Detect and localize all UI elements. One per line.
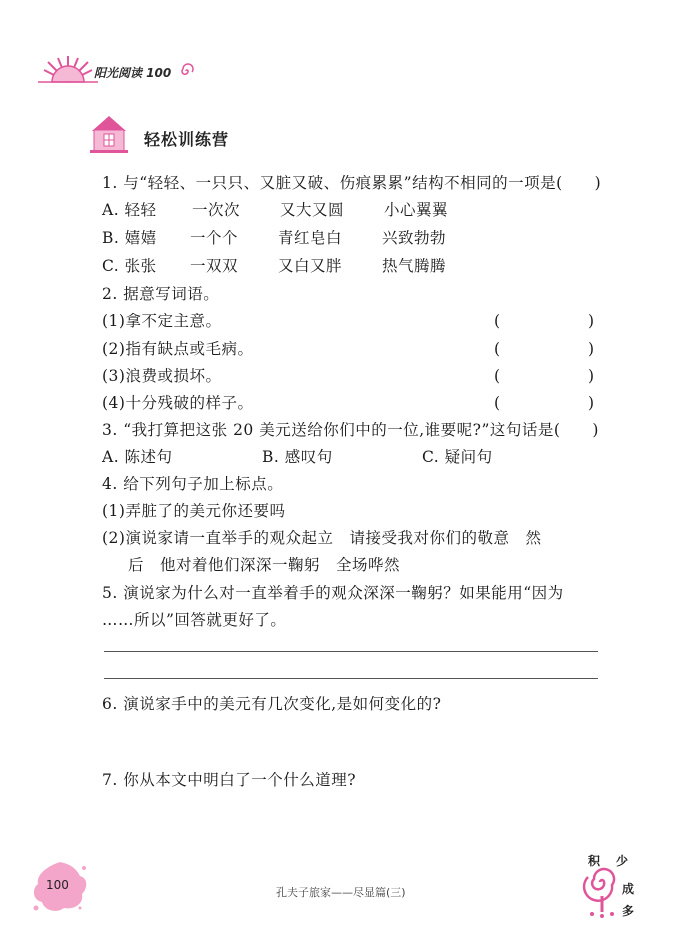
q7-stem: 7. 你从本文中明白了一个什么道理?: [102, 771, 357, 789]
option-word: 小心翼翼: [384, 201, 449, 219]
answer-line[interactable]: [104, 678, 598, 679]
option-label: B. 感叹句: [262, 448, 333, 466]
logo-text: 阳光阅读 100: [94, 66, 172, 80]
option-word: 又大又圆: [280, 201, 345, 219]
house-icon: [88, 113, 130, 155]
option-word: 又白又胖: [278, 257, 343, 275]
sun-rays-icon: [38, 56, 98, 84]
option-label: A. 轻轻: [102, 201, 157, 219]
option-word: 一双双: [190, 257, 239, 275]
option-word: 一个个: [190, 229, 239, 247]
q1-stem: 1. 与“轻轻、一只只、又脏又破、伤痕累累”结构不相同的一项是( ): [102, 174, 602, 192]
q5-line-1: 5. 演说家为什么对一直举着手的观众深深一鞠躬？如果能用“因为: [102, 584, 564, 602]
answer-bracket-close[interactable]: ): [588, 340, 595, 358]
header-logo: [38, 56, 208, 84]
answer-bracket-open[interactable]: (: [494, 394, 501, 412]
q4-line-2: (2)演说家请一直举手的观众起立 请接受我对你们的敬意 然: [102, 529, 542, 547]
q4-stem: 4. 给下列句子加上标点。: [102, 475, 284, 493]
item-text: (2)指有缺点或毛病。: [102, 340, 254, 358]
q2-stem: 2. 据意写词语。: [102, 285, 220, 303]
answer-line[interactable]: [104, 651, 598, 652]
option-word: 青红皂白: [278, 229, 343, 247]
page-number: 100: [46, 878, 69, 892]
answer-bracket-open[interactable]: (: [494, 340, 501, 358]
motto-char: 成: [622, 882, 636, 896]
q6-stem: 6. 演说家手中的美元有几次变化,是如何变化的?: [102, 695, 442, 713]
motto-char: 积: [588, 854, 602, 868]
motto-char: 少: [616, 854, 630, 868]
q4-line-1: (1)弄脏了的美元你还要吗: [102, 502, 286, 520]
answer-bracket-close[interactable]: ): [588, 367, 595, 385]
option-word: 热气腾腾: [382, 257, 447, 275]
motto-char: 多: [622, 904, 636, 918]
q4-line-3: 后 他对着他们深深一鞠躬 全场哗然: [128, 556, 401, 574]
option-label: A. 陈述句: [102, 448, 173, 466]
q3-stem: 3. “我打算把这张 20 美元送给你们中的一位,谁要呢?”这句话是( ): [102, 421, 599, 439]
answer-bracket-open[interactable]: (: [494, 367, 501, 385]
answer-bracket-open[interactable]: (: [494, 312, 501, 330]
q5-line-2: ……所以”回答就更好了。: [102, 611, 287, 629]
item-text: (1)拿不定主意。: [102, 312, 222, 330]
book-title: 孔夫子旅家——尽显篇(三): [276, 886, 406, 899]
section-header: [88, 113, 288, 157]
option-label: C. 张张: [102, 257, 157, 275]
item-text: (3)浪费或损坏。: [102, 367, 222, 385]
section-title: 轻松训练营: [144, 130, 230, 149]
option-label: C. 疑问句: [422, 448, 493, 466]
option-word: 兴致勃勃: [382, 229, 447, 247]
answer-bracket-close[interactable]: ): [588, 312, 595, 330]
answer-bracket-close[interactable]: ): [588, 394, 595, 412]
option-word: 一次次: [192, 201, 241, 219]
motto-badge: [582, 852, 652, 922]
page-number-badge: [30, 858, 90, 914]
swirl-icon: [178, 62, 196, 80]
option-label: B. 嬉嬉: [102, 229, 157, 247]
item-text: (4)十分残破的样子。: [102, 394, 254, 412]
